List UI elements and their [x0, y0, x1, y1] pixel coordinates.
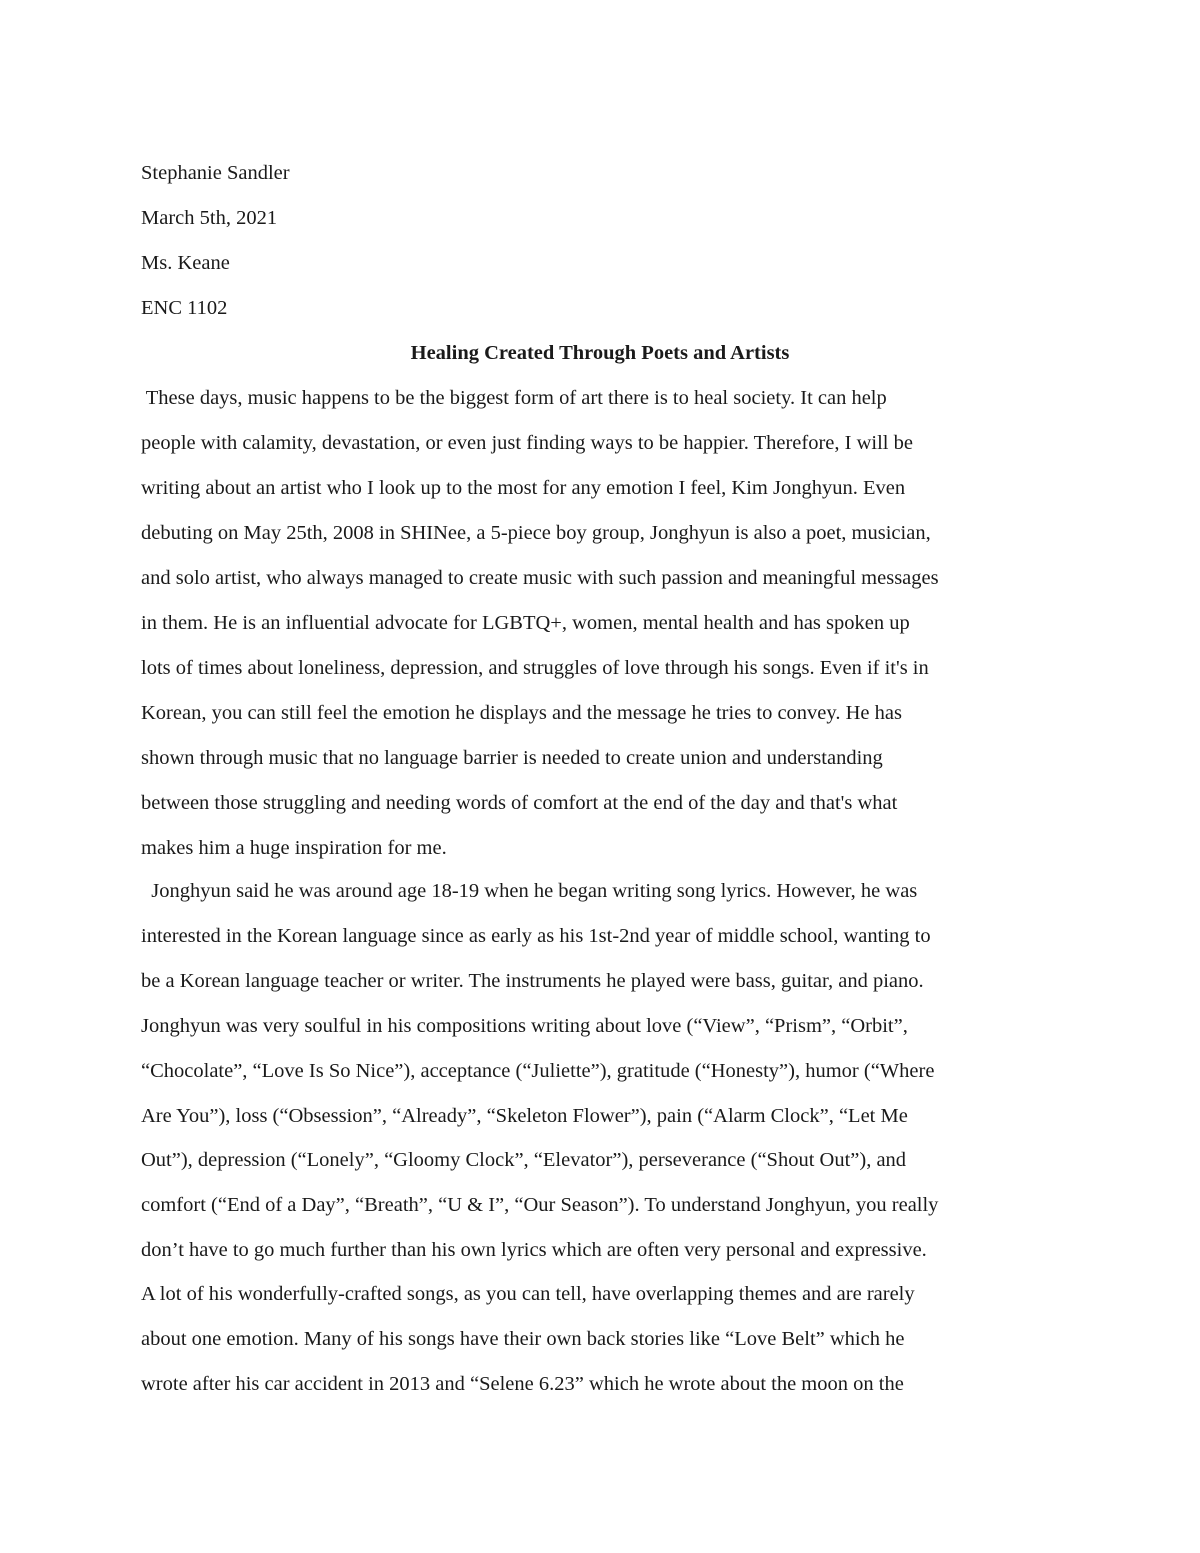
- essay-date: March 5th, 2021: [141, 207, 278, 229]
- paragraph-line: in them. He is an influential advocate for LGBTQ+, women, mental health and has spoken up: [141, 612, 910, 634]
- paragraph-line: writing about an artist who I look up to the most for any emotion I feel, Kim Jonghyun. Even: [141, 477, 906, 499]
- paragraph-line: about one emotion. Many of his songs have their own back stories like “Love Belt” which he: [141, 1328, 905, 1350]
- paragraph-line: and solo artist, who always managed to create music with such passion and meaningful messages: [141, 567, 939, 589]
- author-name: Stephanie Sandler: [141, 162, 290, 184]
- essay-title: Healing Created Through Poets and Artists: [410, 342, 790, 364]
- paragraph-line: lots of times about loneliness, depression, and struggles of love through his songs. Even if it's in: [141, 657, 929, 679]
- paragraph-line: shown through music that no language barrier is needed to create union and understanding: [141, 747, 883, 769]
- paragraph-line: debuting on May 25th, 2008 in SHINee, a 5-piece boy group, Jonghyun is also a poet, musician,: [141, 522, 931, 544]
- paragraph-line: between those struggling and needing words of comfort at the end of the day and that's what: [141, 792, 898, 814]
- paragraph-line: “Chocolate”, “Love Is So Nice”), acceptance (“Juliette”), gratitude (“Honesty”), humor (“Where: [141, 1060, 935, 1082]
- paragraph-line: makes him a huge inspiration for me.: [141, 837, 447, 859]
- paragraph-line: be a Korean language teacher or writer. The instruments he played were bass, guitar, and piano.: [141, 970, 924, 992]
- course-code: ENC 1102: [141, 297, 228, 319]
- paragraph-line: Are You”), loss (“Obsession”, “Already”, “Skeleton Flower”), pain (“Alarm Clock”, “Let Me: [141, 1105, 908, 1127]
- paragraph-line: people with calamity, devastation, or even just finding ways to be happier. Therefore, I will be: [141, 432, 913, 454]
- paragraph-line: These days, music happens to be the biggest form of art there is to heal society. It can help: [141, 387, 887, 409]
- instructor-name: Ms. Keane: [141, 252, 230, 274]
- paragraph-line: Korean, you can still feel the emotion he displays and the message he tries to convey. He has: [141, 702, 902, 724]
- paragraph-line: Jonghyun said he was around age 18-19 when he began writing song lyrics. However, he was: [141, 880, 918, 902]
- paragraph-line: interested in the Korean language since as early as his 1st-2nd year of middle school, wanting to: [141, 925, 931, 947]
- paragraph-line: wrote after his car accident in 2013 and “Selene 6.23” which he wrote about the moon on the: [141, 1373, 904, 1395]
- paragraph-line: Jonghyun was very soulful in his compositions writing about love (“View”, “Prism”, “Orbit”,: [141, 1015, 908, 1037]
- paragraph-line: A lot of his wonderfully-crafted songs, as you can tell, have overlapping themes and are rarely: [141, 1283, 915, 1305]
- paragraph-line: don’t have to go much further than his own lyrics which are often very personal and expressive.: [141, 1239, 927, 1261]
- paragraph-line: comfort (“End of a Day”, “Breath”, “U & I”, “Our Season”). To understand Jonghyun, you really: [141, 1194, 939, 1216]
- paragraph-line: Out”), depression (“Lonely”, “Gloomy Clock”, “Elevator”), perseverance (“Shout Out”), and: [141, 1149, 907, 1171]
